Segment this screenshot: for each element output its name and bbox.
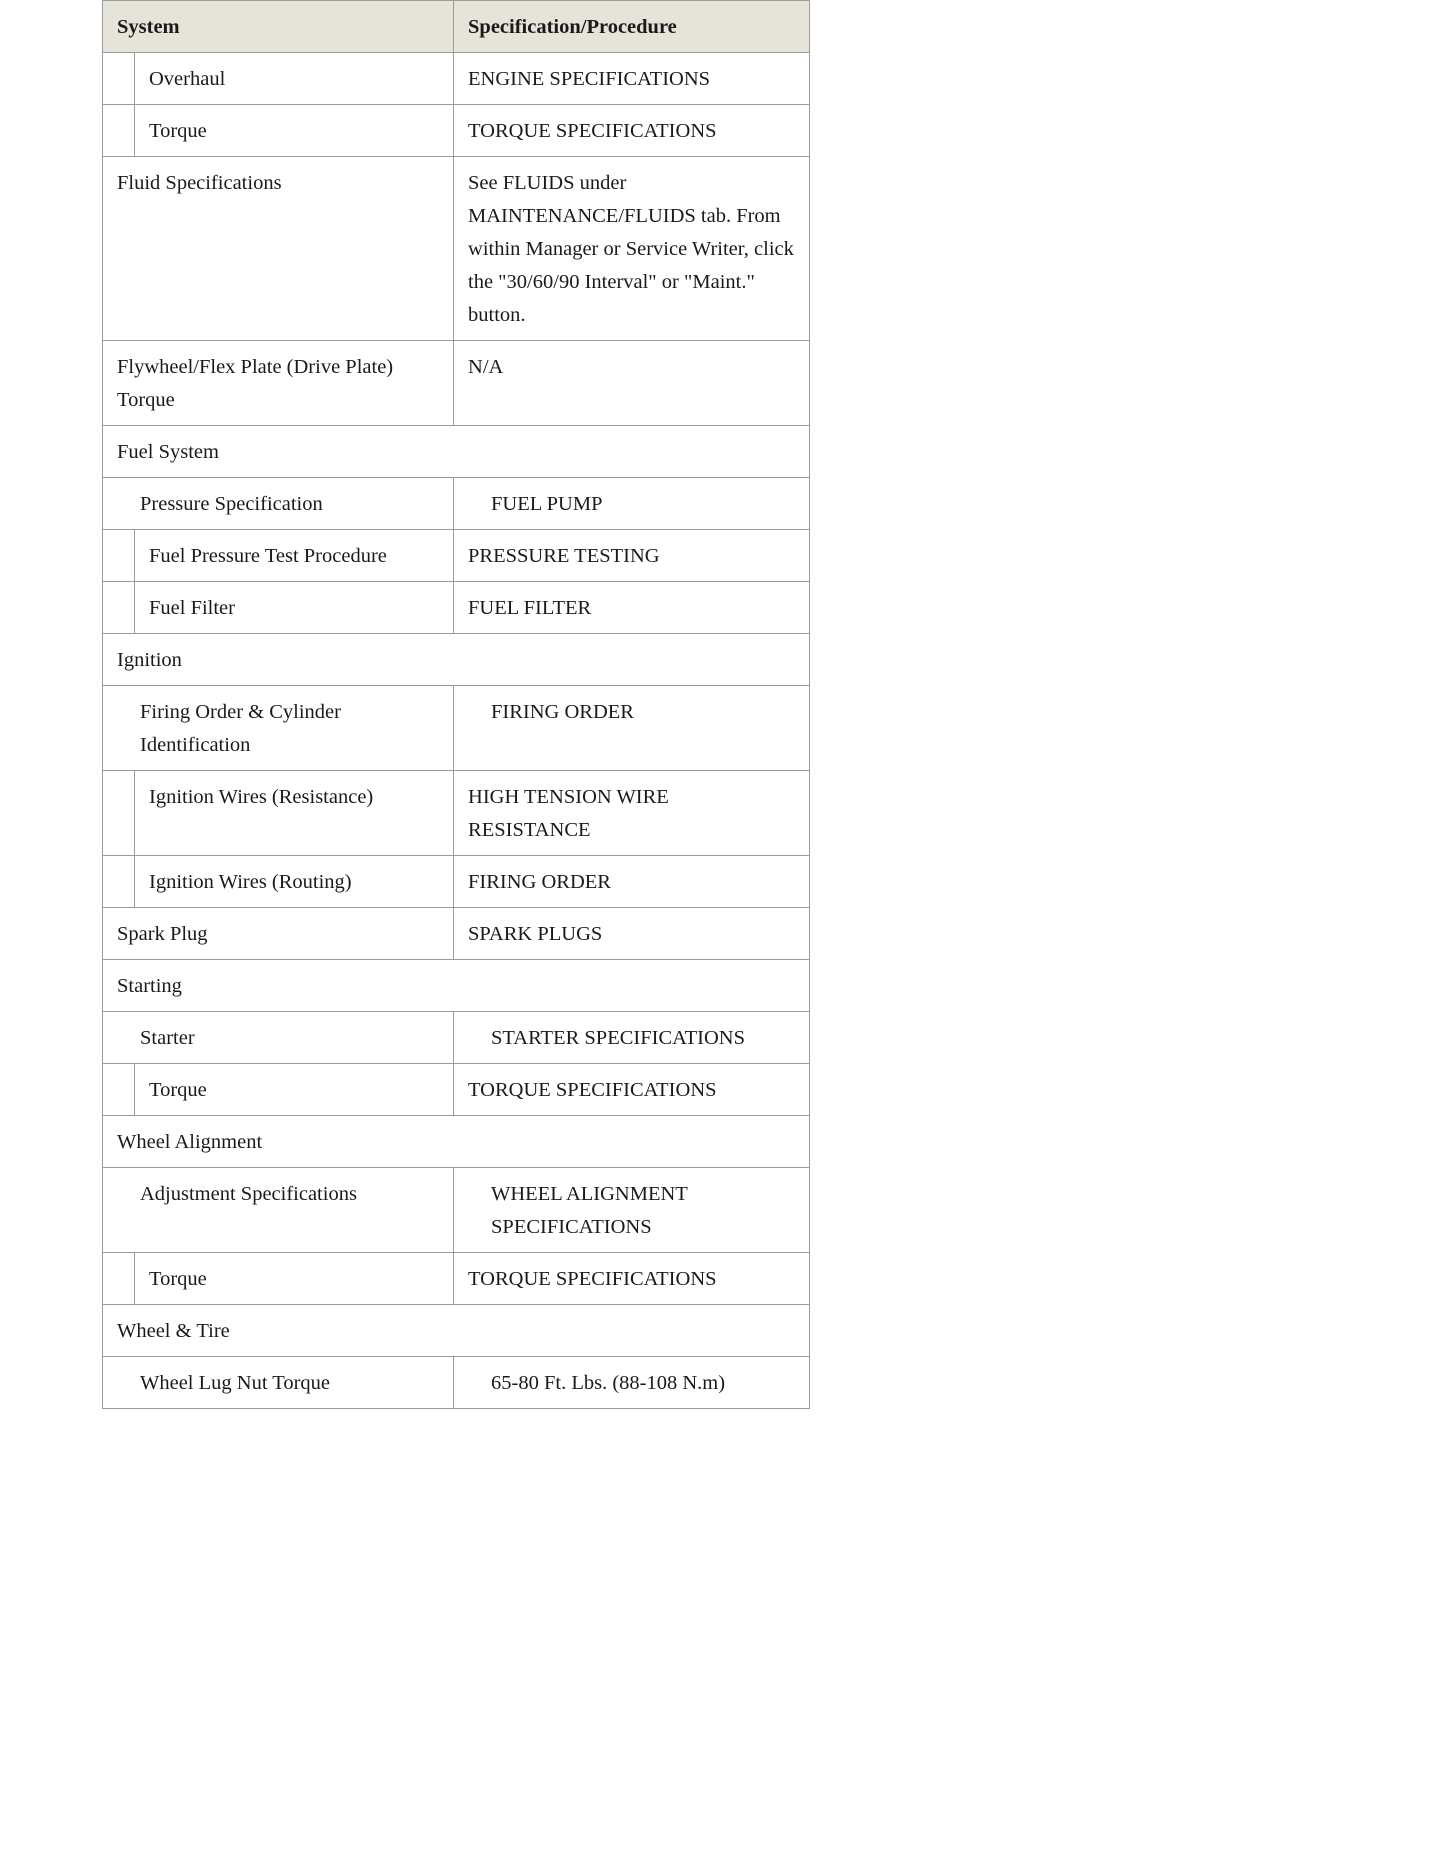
table-row bbox=[103, 582, 810, 634]
system-cell: Flywheel/Flex Plate (Drive Plate) Torque bbox=[103, 341, 454, 426]
spec-cell: STARTER SPECIFICATIONS bbox=[454, 1012, 810, 1064]
table-row bbox=[103, 53, 810, 105]
spec-cell: TORQUE SPECIFICATIONS bbox=[454, 1253, 810, 1305]
spec-cell: 65-80 Ft. Lbs. (88-108 N.m) bbox=[454, 1357, 810, 1409]
system-cell: Fluid Specifications bbox=[103, 157, 454, 341]
header-row bbox=[103, 1, 810, 53]
spec-cell: FIRING ORDER bbox=[454, 686, 810, 771]
spec-cell: SPARK PLUGS bbox=[454, 908, 810, 960]
table-row bbox=[103, 105, 810, 157]
system-cell: Torque bbox=[135, 1064, 454, 1116]
table-row bbox=[103, 478, 810, 530]
system-cell: Ignition Wires (Routing) bbox=[135, 856, 454, 908]
table-row bbox=[103, 1012, 810, 1064]
system-cell: Firing Order & Cylinder Identification bbox=[103, 686, 454, 771]
system-cell: Overhaul bbox=[135, 53, 454, 105]
table-row bbox=[103, 1305, 810, 1357]
group-heading-cell: Wheel & Tire bbox=[103, 1305, 810, 1357]
group-heading-cell: Starting bbox=[103, 960, 810, 1012]
system-cell: Fuel Pressure Test Procedure bbox=[135, 530, 454, 582]
spec-header: Specification/Procedure bbox=[454, 1, 810, 53]
spec-cell: FUEL PUMP bbox=[454, 478, 810, 530]
system-cell: Torque bbox=[135, 1253, 454, 1305]
system-cell: Starter bbox=[103, 1012, 454, 1064]
system-header: System bbox=[103, 1, 454, 53]
system-cell: Spark Plug bbox=[103, 908, 454, 960]
indent-spacer bbox=[103, 771, 135, 856]
system-cell: Adjustment Specifications bbox=[103, 1168, 454, 1253]
indent-spacer bbox=[103, 53, 135, 105]
table-row bbox=[103, 686, 810, 771]
spec-cell: WHEEL ALIGNMENT SPECIFICATIONS bbox=[454, 1168, 810, 1253]
group-heading-cell: Fuel System bbox=[103, 426, 810, 478]
spec-cell: PRESSURE TESTING bbox=[454, 530, 810, 582]
spec-cell: FUEL FILTER bbox=[454, 582, 810, 634]
system-cell: Ignition Wires (Resistance) bbox=[135, 771, 454, 856]
table-row bbox=[103, 908, 810, 960]
table-row bbox=[103, 856, 810, 908]
spec-cell: FIRING ORDER bbox=[454, 856, 810, 908]
spec-cell: TORQUE SPECIFICATIONS bbox=[454, 1064, 810, 1116]
system-cell: Fuel Filter bbox=[135, 582, 454, 634]
table-row bbox=[103, 1357, 810, 1409]
table-row bbox=[103, 341, 810, 426]
indent-spacer bbox=[103, 105, 135, 157]
table-row bbox=[103, 1168, 810, 1253]
indent-spacer bbox=[103, 856, 135, 908]
table-row bbox=[103, 426, 810, 478]
table-row bbox=[103, 1064, 810, 1116]
indent-spacer bbox=[103, 1253, 135, 1305]
indent-spacer bbox=[103, 1064, 135, 1116]
system-cell: Pressure Specification bbox=[103, 478, 454, 530]
group-heading-cell: Ignition bbox=[103, 634, 810, 686]
system-cell: Wheel Lug Nut Torque bbox=[103, 1357, 454, 1409]
spec-cell: TORQUE SPECIFICATIONS bbox=[454, 105, 810, 157]
table-row bbox=[103, 960, 810, 1012]
group-heading-cell: Wheel Alignment bbox=[103, 1116, 810, 1168]
spec-cell: ENGINE SPECIFICATIONS bbox=[454, 53, 810, 105]
indent-spacer bbox=[103, 582, 135, 634]
table-row bbox=[103, 530, 810, 582]
table-row bbox=[103, 1253, 810, 1305]
table-row bbox=[103, 634, 810, 686]
table-row bbox=[103, 157, 810, 341]
table-body bbox=[103, 53, 810, 1409]
spec-cell: See FLUIDS under MAINTENANCE/FLUIDS tab. From within Manager or Service Writer, click the "30/60/90 Interval" or "Maint." button. bbox=[454, 157, 810, 341]
spec-cell: HIGH TENSION WIRE RESISTANCE bbox=[454, 771, 810, 856]
indent-spacer bbox=[103, 530, 135, 582]
table-row bbox=[103, 1116, 810, 1168]
spec-cell: N/A bbox=[454, 341, 810, 426]
system-cell: Torque bbox=[135, 105, 454, 157]
table-row bbox=[103, 771, 810, 856]
spec-table bbox=[102, 0, 810, 1409]
